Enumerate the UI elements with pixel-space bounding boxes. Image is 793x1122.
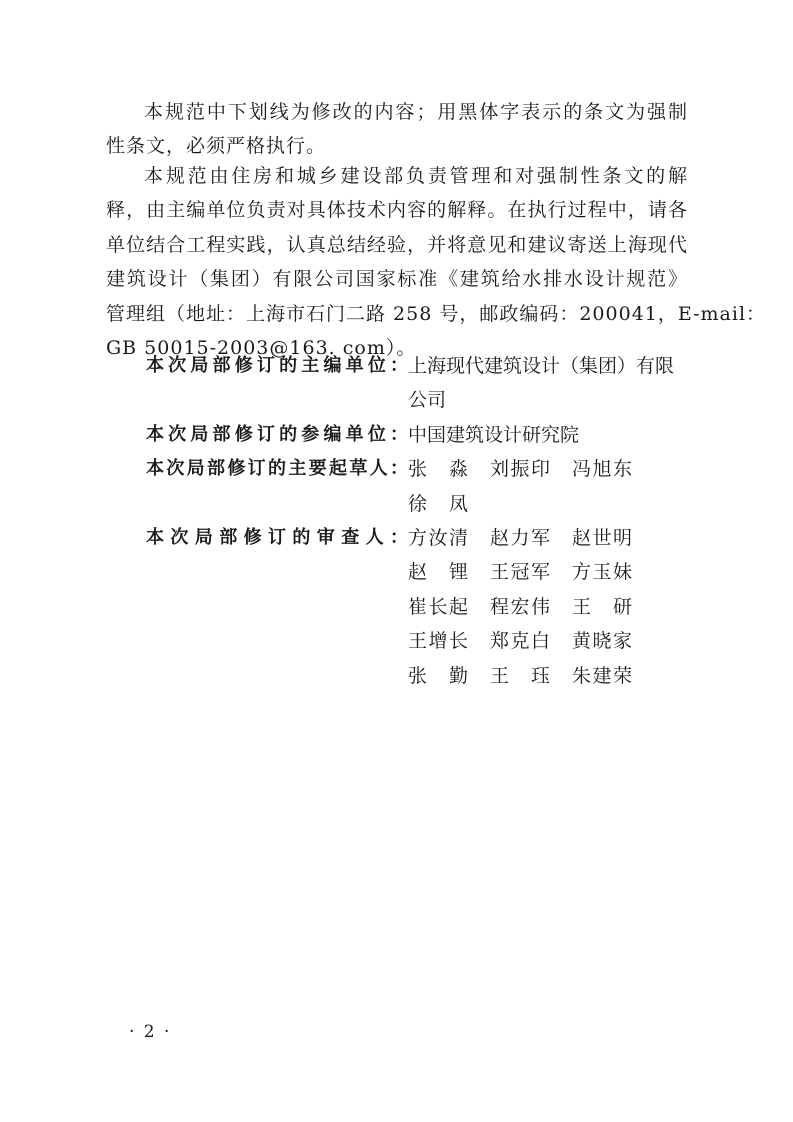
credit-main-drafters bbox=[146, 452, 706, 521]
text-line: 释，由主编单位负责对具体技术内容的解释。在执行过程中，请各 bbox=[106, 199, 688, 222]
person-name: 黄晓家 bbox=[572, 630, 632, 653]
person-name: 赵 锂 bbox=[408, 561, 468, 584]
text-line: 管理组（地址：上海市石门二路 258 号，邮政编码：200041，E-mail： bbox=[106, 302, 767, 325]
person-name: 郑克白 bbox=[490, 630, 550, 653]
credit-label: 本次局部修订的参编单位： bbox=[146, 423, 408, 445]
text-line: 性条文，必须严格执行。 bbox=[106, 135, 327, 158]
person-name: 刘振印 bbox=[490, 458, 550, 481]
credit-participating-unit bbox=[146, 418, 706, 452]
person-name: 程宏伟 bbox=[490, 595, 550, 618]
name-grid bbox=[408, 452, 706, 521]
person-name: 王 研 bbox=[572, 595, 632, 618]
org-line: 公司 bbox=[408, 389, 447, 412]
person-name: 赵世明 bbox=[572, 527, 632, 550]
org-line: 中国建筑设计研究院 bbox=[408, 423, 580, 446]
person-name: 崔长起 bbox=[408, 595, 468, 618]
person-name: 徐 凤 bbox=[408, 492, 468, 515]
credit-reviewers bbox=[146, 521, 706, 693]
text-line: 本规范由住房和城乡建设部负责管理和对强制性条文的解 bbox=[144, 165, 688, 187]
credit-label: 本次局部修订的主要起草人： bbox=[146, 458, 408, 480]
name-grid bbox=[408, 521, 706, 693]
credit-value bbox=[408, 418, 706, 452]
credit-chief-editor bbox=[146, 349, 706, 418]
person-name: 赵力军 bbox=[490, 527, 550, 550]
page-number: · 2 · bbox=[129, 1022, 172, 1042]
text-line: 建筑设计（集团）有限公司国家标准《建筑给水排水设计规范》 bbox=[106, 268, 688, 291]
text-line: 本规范中下划线为修改的内容；用黑体字表示的条文为强制 bbox=[144, 101, 688, 123]
person-name: 张 勤 bbox=[408, 664, 468, 687]
person-name: 方玉妹 bbox=[572, 561, 632, 584]
person-name: 王 珏 bbox=[490, 664, 550, 687]
paragraph-management-note bbox=[106, 159, 767, 365]
credit-label: 本次局部修订的主编单位： bbox=[146, 355, 408, 376]
text-line: 单位结合工程实践，认真总结经验，并将意见和建议寄送上海现代 bbox=[106, 233, 688, 256]
person-name: 王冠军 bbox=[490, 561, 550, 584]
person-name: 张 淼 bbox=[408, 458, 468, 481]
org-line: 上海现代建筑设计（集团）有限 bbox=[408, 355, 675, 377]
credits-section bbox=[146, 349, 706, 693]
paragraph-revision-note bbox=[106, 95, 688, 164]
person-name: 方汝清 bbox=[408, 527, 468, 550]
credit-label: 本次局部修订的审查人： bbox=[146, 527, 408, 549]
credit-value bbox=[408, 349, 706, 418]
person-name: 冯旭东 bbox=[572, 458, 632, 481]
person-name: 王增长 bbox=[408, 630, 468, 653]
text-line: GB 50015-2003@163. com）。 bbox=[106, 337, 417, 360]
person-name: 朱建荣 bbox=[572, 664, 632, 687]
